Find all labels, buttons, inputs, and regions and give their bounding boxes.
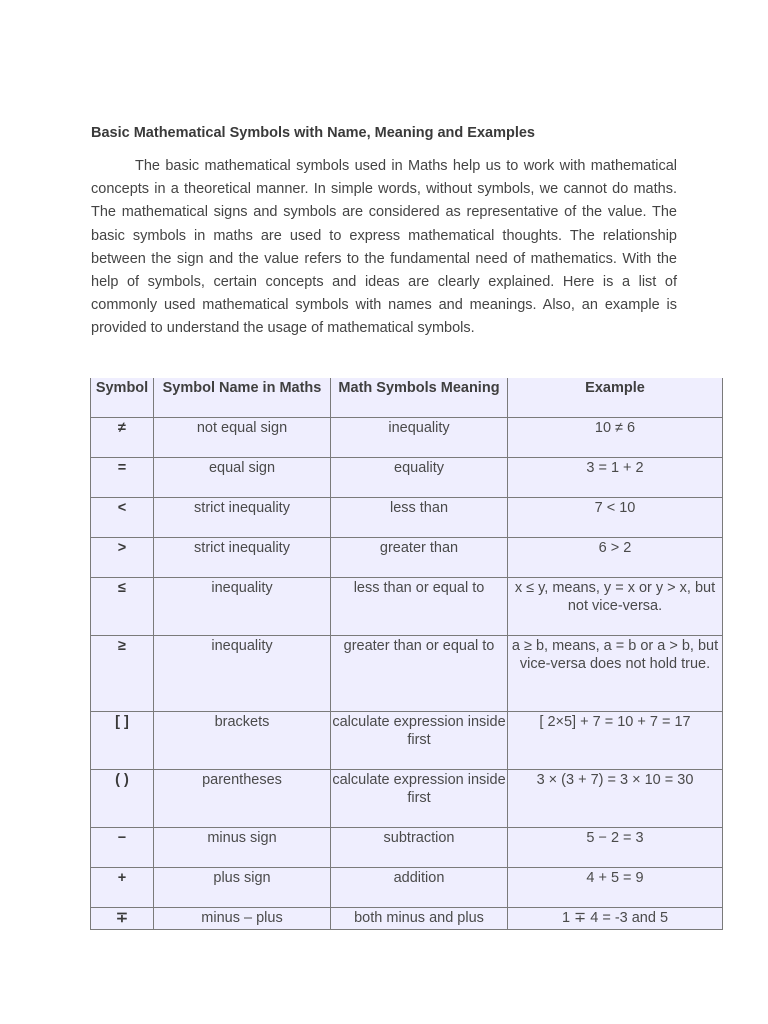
table-row <box>91 418 723 458</box>
table-row <box>91 498 723 538</box>
cell-symbol: ≤ <box>91 578 154 636</box>
cell-example: x ≤ y, means, y = x or y > x, but not vice-versa. <box>508 578 723 636</box>
table-row <box>91 828 723 868</box>
cell-symbol: − <box>91 828 154 868</box>
cell-example: 1 ∓ 4 = -3 and 5 <box>508 908 723 930</box>
cell-example: 4 + 5 = 9 <box>508 868 723 908</box>
cell-meaning: inequality <box>331 418 508 458</box>
cell-name: strict inequality <box>154 498 331 538</box>
cell-symbol: ∓ <box>91 908 154 930</box>
cell-example: 3 × (3 + 7) = 3 × 10 = 30 <box>508 770 723 828</box>
table-row <box>91 636 723 712</box>
cell-name: minus – plus <box>154 908 331 930</box>
cell-symbol: = <box>91 458 154 498</box>
table-row <box>91 578 723 636</box>
cell-symbol: > <box>91 538 154 578</box>
cell-name: plus sign <box>154 868 331 908</box>
cell-symbol: + <box>91 868 154 908</box>
cell-example: 6 > 2 <box>508 538 723 578</box>
cell-meaning: less than <box>331 498 508 538</box>
header-symbol-name: Symbol Name in Maths <box>154 378 331 418</box>
cell-symbol: < <box>91 498 154 538</box>
intro-paragraph: The basic mathematical symbols used in Maths help us to work with mathematical concepts in a theoretical manner. In simple words, without symbols, we cannot do maths. The mathematical signs and symbols are considered as representative of the value. The basic symbols in maths are used to express mathematical thoughts. The relationship between the sign and the value refers to the fundamental need of mathematics. With the help of symbols, certain concepts and ideas are clearly explained. Here is a list of commonly used mathematical symbols with names and meanings. Also, an example is provided to understand the usage of mathematical symbols. <box>91 158 677 337</box>
symbols-table <box>90 378 723 930</box>
page-title: Basic Mathematical Symbols with Name, Meaning and Examples <box>91 125 535 141</box>
cell-meaning: addition <box>331 868 508 908</box>
cell-example: a ≥ b, means, a = b or a > b, but vice-versa does not hold true. <box>508 636 723 712</box>
header-symbol: Symbol <box>91 378 154 418</box>
cell-meaning: greater than or equal to <box>331 636 508 712</box>
cell-name: inequality <box>154 636 331 712</box>
cell-meaning: less than or equal to <box>331 578 508 636</box>
table-row <box>91 458 723 498</box>
cell-symbol: ≥ <box>91 636 154 712</box>
cell-symbol: ≠ <box>91 418 154 458</box>
table-header-row <box>91 378 723 418</box>
header-meaning: Math Symbols Meaning <box>331 378 508 418</box>
cell-meaning: greater than <box>331 538 508 578</box>
cell-name: strict inequality <box>154 538 331 578</box>
cell-example: 5 − 2 = 3 <box>508 828 723 868</box>
table-row <box>91 908 723 930</box>
cell-name: not equal sign <box>154 418 331 458</box>
cell-name: equal sign <box>154 458 331 498</box>
cell-meaning: both minus and plus <box>331 908 508 930</box>
cell-name: parentheses <box>154 770 331 828</box>
header-example: Example <box>508 378 723 418</box>
cell-name: inequality <box>154 578 331 636</box>
cell-meaning: equality <box>331 458 508 498</box>
table-row <box>91 538 723 578</box>
cell-example: 3 = 1 + 2 <box>508 458 723 498</box>
table-row <box>91 712 723 770</box>
table-row <box>91 770 723 828</box>
cell-example: [ 2×5] + 7 = 10 + 7 = 17 <box>508 712 723 770</box>
cell-symbol: [ ] <box>91 712 154 770</box>
cell-meaning: subtraction <box>331 828 508 868</box>
table-row <box>91 868 723 908</box>
cell-example: 10 ≠ 6 <box>508 418 723 458</box>
cell-meaning: calculate expression inside first <box>331 712 508 770</box>
cell-example: 7 < 10 <box>508 498 723 538</box>
cell-name: brackets <box>154 712 331 770</box>
cell-symbol: ( ) <box>91 770 154 828</box>
cell-name: minus sign <box>154 828 331 868</box>
cell-meaning: calculate expression inside first <box>331 770 508 828</box>
